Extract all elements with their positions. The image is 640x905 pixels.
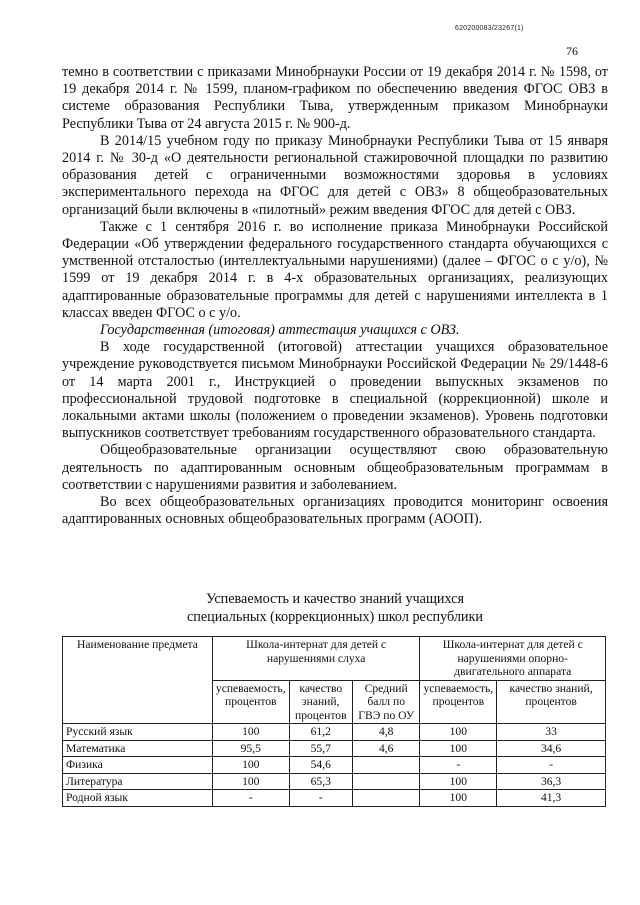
value-cell	[352, 757, 420, 774]
value-cell: -	[289, 790, 352, 807]
subject-cell: Физика	[63, 757, 213, 774]
value-cell: 36,3	[497, 773, 606, 790]
value-cell: -	[212, 790, 289, 807]
value-cell: 100	[212, 724, 289, 741]
table-title	[62, 590, 608, 626]
table-row	[63, 757, 606, 774]
paragraph: Во всех общеобразовательных организациях проводится мониторинг освоения адаптированных основных общеобразовательных программ (АООП).	[62, 494, 608, 528]
value-cell: 65,3	[289, 773, 352, 790]
results-table	[62, 636, 606, 807]
section-heading: Государственная (итоговая) аттестация учащихся с ОВЗ.	[100, 322, 460, 339]
value-cell	[352, 790, 420, 807]
page-number: 76	[566, 44, 578, 58]
subject-cell: Литература	[63, 773, 213, 790]
column-header: успеваемость, процентов	[212, 680, 289, 724]
value-cell: 54,6	[289, 757, 352, 774]
value-cell: 100	[420, 724, 497, 741]
subject-cell: Родной язык	[63, 790, 213, 807]
paragraph: темно в соответствии с приказами Минобрнауки России от 19 декабря 2014 г. № 1598, от 19 декабря 2014 г. № 1599, планом-графиком по обеспечению введения ФГОС ОВЗ в системе образования Республики Тыва, утвержденным приказом Минобрнауки Республики Тыва от 24 августа 2015 г. № 900-д.	[62, 64, 608, 132]
document-id: 620200083/23267(1)	[455, 25, 524, 32]
table-row	[63, 773, 606, 790]
value-cell: 34,6	[497, 740, 606, 757]
table-row	[63, 740, 606, 757]
paragraph: В 2014/15 учебном году по приказу Минобрнауки Республики Тыва от 15 января 2014 г. № 30-д «О деятельности региональной стажировочной площадки по развитию образования детей с ограниченными возможностями здоровья в условиях экспериментального перехода на ФГОС для детей с ОВЗ» 8 общеобразовательных организаций были включены в «пилотный» режим введения ФГОС для детей с ОВЗ.	[62, 132, 608, 218]
value-cell	[352, 773, 420, 790]
value-cell: -	[497, 757, 606, 774]
column-header: успеваемость, процентов	[420, 680, 497, 724]
column-header: качество знаний, процентов	[289, 680, 352, 724]
value-cell: 100	[212, 757, 289, 774]
subject-cell: Русский язык	[63, 724, 213, 741]
table-body	[63, 724, 606, 807]
paragraph: Также с 1 сентября 2016 г. во исполнение приказа Минобрнауки Российской Федерации «Об утверждении федерального государственного стандарта обучающихся с умственной отсталостью (интеллектуальными нарушениями) (далее – ФГОС о с у/о), № 1599 от 19 декабря 2014 г. в 4-х образовательных организациях, реализующих адаптированные образовательные программы для детей с нарушениями интеллекта в 1 классах введен ФГОС о с у/о.	[62, 218, 608, 321]
value-cell: 4,8	[352, 724, 420, 741]
value-cell: 55,7	[289, 740, 352, 757]
value-cell: 100	[420, 740, 497, 757]
value-cell: 41,3	[497, 790, 606, 807]
column-header: Средний балл по ГВЭ по ОУ	[352, 680, 420, 724]
column-header: качество знаний, процентов	[497, 680, 606, 724]
subject-cell: Математика	[63, 740, 213, 757]
paragraph: В ходе государственной (итоговой) аттестации учащихся образовательное учреждение руководствуется письмом Минобрнауки Российской Федерации № 29/1448-6 от 14 марта 2001 г., Инструкцией о проведении выпускных экзаменов по профессиональной трудовой подготовке в специальной (коррекционной) школе и локальными актами школы (положением о проведении экзаменов). Уровень подготовки выпускников соответствует требованиям государственного образовательного стандарта.	[62, 339, 608, 442]
paragraph: Общеобразовательные организации осуществляют свою образовательную деятельность по адаптированным основным общеобразовательным программам в соответствии с нарушениями развития и заболеванием.	[62, 442, 608, 493]
value-cell: 61,2	[289, 724, 352, 741]
table-row	[63, 724, 606, 741]
value-cell: -	[420, 757, 497, 774]
value-cell: 100	[420, 790, 497, 807]
group-header-musculoskeletal: Школа-интернат для детей с нарушениями опорно-двигательного аппарата	[420, 637, 606, 681]
subject-header: Наименование предмета	[63, 637, 213, 724]
group-header-hearing: Школа-интернат для детей с нарушениями слуха	[212, 637, 420, 681]
value-cell: 95,5	[212, 740, 289, 757]
body-text	[62, 64, 608, 528]
table-row	[63, 790, 606, 807]
value-cell: 100	[420, 773, 497, 790]
value-cell: 100	[212, 773, 289, 790]
value-cell: 4,6	[352, 740, 420, 757]
table-title-line: специальных (коррекционных) школ республики	[186, 609, 484, 625]
table-title-line: Успеваемость и качество знаний учащихся	[205, 591, 464, 607]
value-cell: 33	[497, 724, 606, 741]
